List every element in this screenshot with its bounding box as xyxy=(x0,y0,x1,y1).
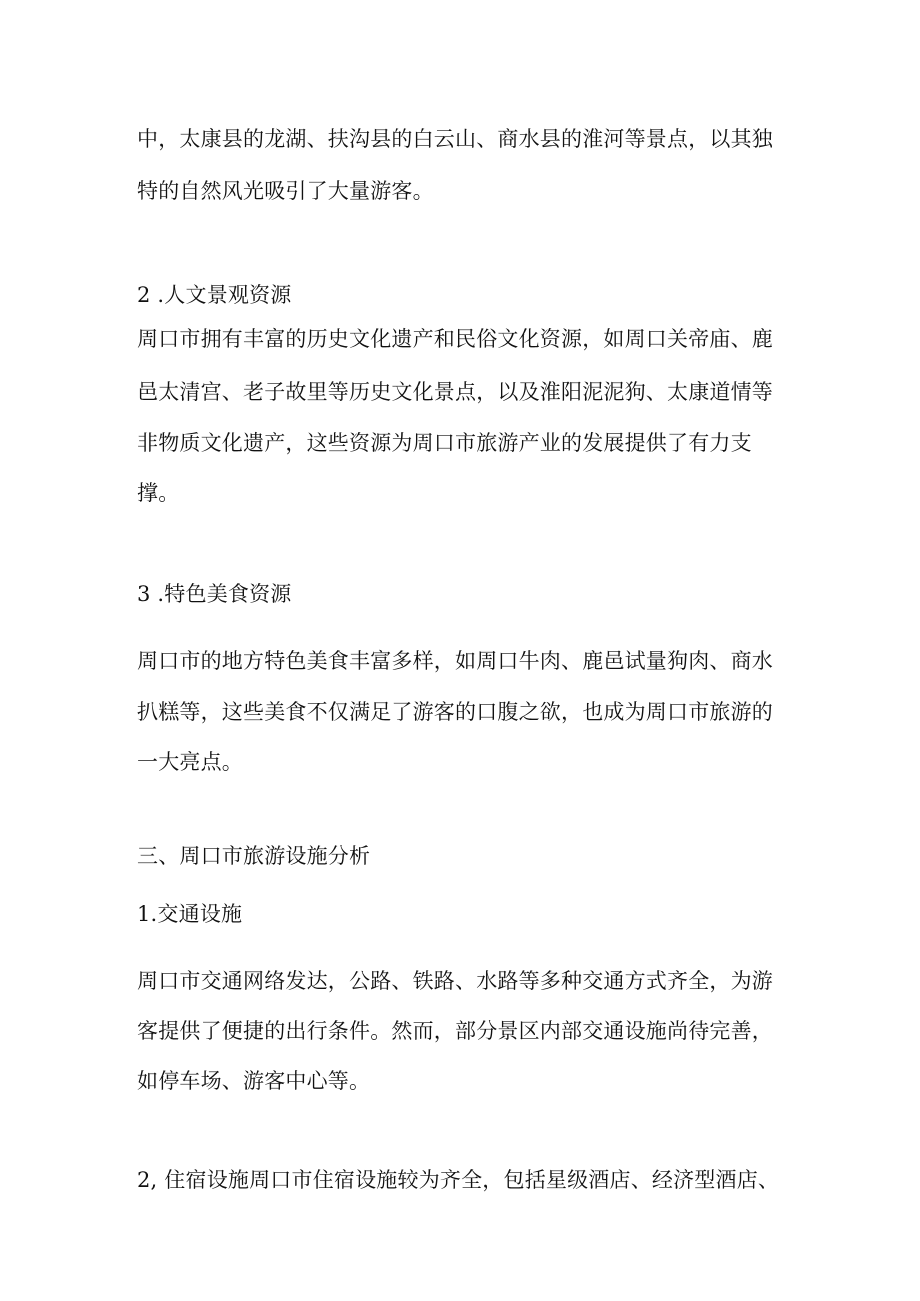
paragraph-line: 扒糕等，这些美食不仅满足了游客的口腹之欲，也成为周口市旅游的 xyxy=(137,700,773,724)
paragraph-line: 撑。 xyxy=(137,481,180,505)
paragraph-line: 周口市的地方特色美食丰富多样，如周口牛肉、鹿邑试量狗肉、商水 xyxy=(137,649,773,673)
paragraph-line: 非物质文化遗产，这些资源为周口市旅游产业的发展提供了有力支 xyxy=(137,431,752,455)
paragraph-line: 特的自然风光吸引了大量游客。 xyxy=(137,179,434,203)
section-heading: 3 .特色美食资源 xyxy=(137,582,292,606)
paragraph-line: 周口市拥有丰富的历史文化遗产和民俗文化资源，如周口关帝庙、鹿 xyxy=(137,327,773,351)
paragraph-line: 2, 住宿设施周口市住宿设施较为齐全，包括星级酒店、经济型酒店、 xyxy=(137,1168,780,1192)
chapter-heading: 三、周口市旅游设施分析 xyxy=(137,844,371,868)
paragraph-line: 邑太清宫、老子故里等历史文化景点，以及淮阳泥泥狗、太康道情等 xyxy=(137,380,773,404)
paragraph-line: 中，太康县的龙湖、扶沟县的白云山、商水县的淮河等景点，以其独 xyxy=(137,127,773,151)
section-heading: 1.交通设施 xyxy=(137,902,243,926)
paragraph-line: 如停车场、游客中心等。 xyxy=(137,1069,371,1093)
paragraph-line: 一大亮点。 xyxy=(137,750,243,774)
paragraph-line: 周口市交通网络发达，公路、铁路、水路等多种交通方式齐全，为游 xyxy=(137,969,773,993)
section-heading: 2 .人文景观资源 xyxy=(137,283,292,307)
paragraph-line: 客提供了便捷的出行条件。然而，部分景区内部交通设施尚待完善， xyxy=(137,1019,773,1043)
